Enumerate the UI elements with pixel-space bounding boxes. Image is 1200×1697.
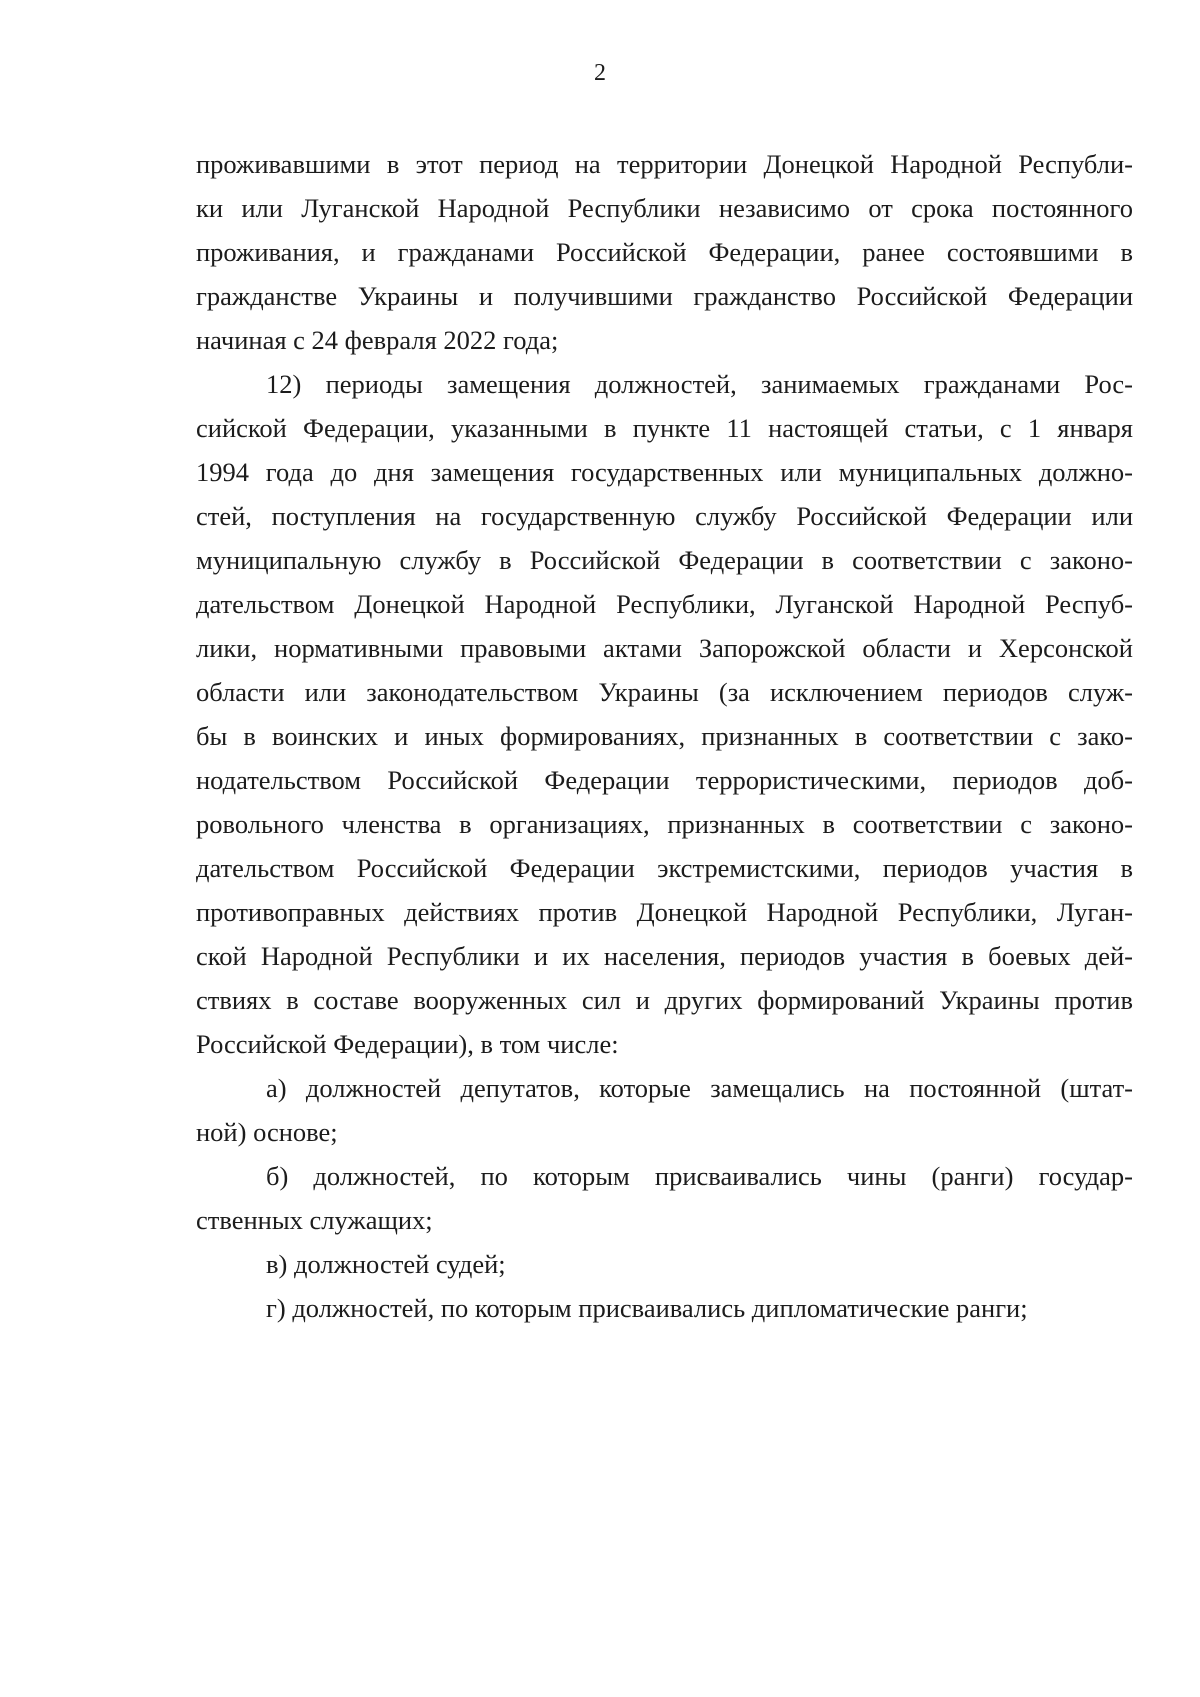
text-line: ствиях в составе вооруженных сил и других формирований Украины против — [196, 985, 1133, 1015]
text-line: ственных служащих; — [196, 1205, 433, 1235]
text-line: ной) основе; — [196, 1117, 338, 1147]
page-number: 2 — [594, 60, 606, 86]
text-line: Российской Федерации), в том числе: — [196, 1029, 619, 1059]
text-line: дательством Российской Федерации экстремистскими, периодов участия в — [196, 853, 1133, 883]
text-line: проживавшими в этот период на территории Донецкой Народной Республи- — [196, 149, 1133, 179]
text-line: ки или Луганской Народной Республики независимо от срока постоянного — [196, 193, 1133, 223]
text-line: 1994 года до дня замещения государственных или муниципальных должно- — [196, 457, 1133, 487]
item-b-first-line: б) должностей, по которым присваивались чины (ранги) государ- — [266, 1161, 1133, 1191]
text-line: бы в воинских и иных формированиях, признанных в соответствии с зако- — [196, 721, 1133, 751]
text-line: стей, поступления на государственную службу Российской Федерации или — [196, 501, 1133, 531]
text-line: сийской Федерации, указанными в пункте 11 настоящей статьи, с 1 января — [196, 413, 1133, 443]
text-line: дательством Донецкой Народной Республики, Луганской Народной Респуб- — [196, 589, 1133, 619]
item-a-first-line: а) должностей депутатов, которые замещались на постоянной (штат- — [266, 1073, 1133, 1103]
text-line: ровольного членства в организациях, признанных в соответствии с законо- — [196, 809, 1133, 839]
text-line: муниципальную службу в Российской Федерации в соответствии с законо- — [196, 545, 1133, 575]
text-line: проживания, и гражданами Российской Федерации, ранее состоявшими в — [196, 237, 1133, 267]
text-line: противоправных действиях против Донецкой Народной Республики, Луган- — [196, 897, 1133, 927]
text-line: начиная с 24 февраля 2022 года; — [196, 325, 559, 355]
text-line: лики, нормативными правовыми актами Запорожской области и Херсонской — [196, 633, 1133, 663]
item-v-line: в) должностей судей; — [266, 1249, 506, 1279]
text-line: нодательством Российской Федерации террористическими, периодов доб- — [196, 765, 1133, 795]
item-g-line: г) должностей, по которым присваивались дипломатические ранги; — [266, 1293, 1028, 1323]
text-line: ской Народной Республики и их населения, периодов участия в боевых дей- — [196, 941, 1133, 971]
paragraph-12-first-line: 12) периоды замещения должностей, занимаемых гражданами Рос- — [266, 369, 1133, 399]
text-line: гражданстве Украины и получившими гражданство Российской Федерации — [196, 281, 1133, 311]
text-line: области или законодательством Украины (за исключением периодов служ- — [196, 677, 1133, 707]
